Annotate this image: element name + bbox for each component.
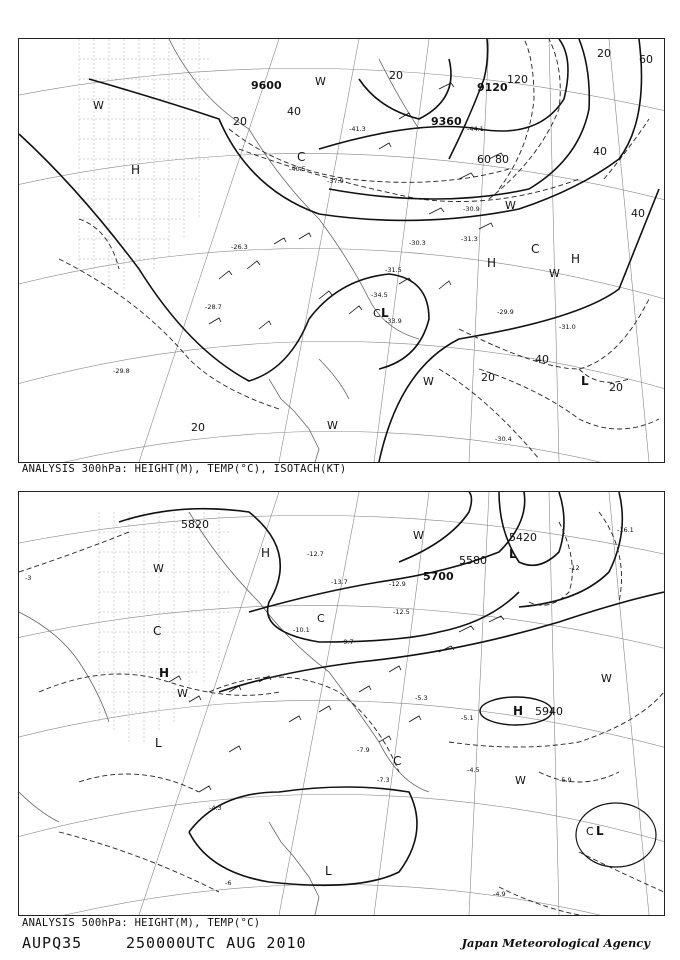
isotach-label-1: 20 <box>389 69 403 82</box>
center-h-east: H <box>513 704 524 718</box>
temp-value: -34.5 <box>371 291 388 299</box>
center-c-north: C <box>297 150 306 164</box>
lower-chart-panel <box>18 491 665 916</box>
temp-value: -5.1 <box>461 714 474 722</box>
temp-value: -41.3 <box>349 125 366 133</box>
center-w-1: W <box>153 562 164 575</box>
center-w-5: W <box>423 375 434 388</box>
center-l-east: L <box>596 824 604 838</box>
isotach-label-6: 40 <box>593 145 607 158</box>
height-label-5820: 5820 <box>181 518 209 531</box>
center-w-2: W <box>315 75 326 88</box>
isotach-label-7: 20 <box>597 47 611 60</box>
height-label-5700: 5700 <box>423 570 454 583</box>
upper-isotach-lines <box>59 39 659 459</box>
center-w-4: W <box>515 774 526 787</box>
center-w-3: W <box>601 672 612 685</box>
temp-value: -5.9 <box>559 776 572 784</box>
height-label-5420: 5420 <box>509 531 537 544</box>
temp-value: -7.9 <box>357 746 370 754</box>
center-w-3: W <box>505 199 516 212</box>
lower-graticule <box>19 492 664 915</box>
temp-value: -37.9 <box>327 177 344 185</box>
isotach-label-4: 80 <box>495 153 509 166</box>
isotach-label-13: 20 <box>609 381 623 394</box>
temp-value: -29.8 <box>113 367 130 375</box>
isotach-label-3: 60 <box>477 153 491 166</box>
center-h-mid: H <box>487 256 497 270</box>
height-label-9360: 9360 <box>431 115 462 128</box>
temp-value: -12.7 <box>307 550 324 558</box>
center-w-1: W <box>93 99 104 112</box>
temp-value: -13.7 <box>331 578 348 586</box>
temp-value: -16.1 <box>617 526 634 534</box>
temp-value: -12.9 <box>389 580 406 588</box>
isotach-label-8: 20 <box>233 115 247 128</box>
center-c-mid: C <box>393 754 402 768</box>
center-h-east: H <box>571 252 581 266</box>
lower-chart-caption: ANALYSIS 500hPa: HEIGHT(M), TEMP(°C) <box>22 917 261 929</box>
temp-value: -30.9 <box>463 205 480 213</box>
temp-value: -5.3 <box>415 694 428 702</box>
temp-value: -28.7 <box>205 303 222 311</box>
temp-value: -29.9 <box>497 308 514 316</box>
center-w-6: W <box>327 419 338 432</box>
height-label-9120: 9120 <box>477 81 508 94</box>
temp-value: -10.1 <box>293 626 310 634</box>
temp-value: -31.3 <box>461 235 478 243</box>
center-l-east: L <box>581 374 589 388</box>
upper-chart-map <box>19 39 664 462</box>
upper-chart-panel <box>18 38 665 463</box>
center-w-5: W <box>177 687 188 700</box>
height-label-9600: 9600 <box>251 79 282 92</box>
temp-value: -4.5 <box>467 766 480 774</box>
chart-code: AUPQ35 <box>22 934 83 952</box>
center-w-4: W <box>549 267 560 280</box>
center-w-2: W <box>413 529 424 542</box>
center-c-north: C <box>317 612 325 625</box>
center-l-north: L <box>509 547 517 561</box>
temp-value: -30.4 <box>495 435 512 443</box>
center-c-west: C <box>153 624 162 638</box>
temp-value: -30.3 <box>409 239 426 247</box>
lower-chart-map <box>19 492 664 915</box>
temp-value: -9.7 <box>341 638 354 646</box>
temp-value: -44.1 <box>467 125 484 133</box>
upper-chart-caption: ANALYSIS 300hPa: HEIGHT(M), TEMP(°C), ISOTACH(KT) <box>22 463 347 475</box>
center-l-mid: L <box>381 306 389 320</box>
isotach-label-9: 20 <box>481 371 495 384</box>
temp-value: -4.9 <box>493 890 506 898</box>
center-c-east: C <box>586 825 594 838</box>
temp-value: -12.5 <box>393 608 410 616</box>
temp-value: -12 <box>569 564 580 572</box>
center-h-west: H <box>131 163 141 177</box>
center-c-mid: C <box>373 307 381 320</box>
upper-height-contours <box>19 39 659 462</box>
lower-coastline <box>19 512 429 915</box>
isotach-label-10: 40 <box>535 353 549 366</box>
upper-temp-values <box>113 125 576 443</box>
height-label-5940: 5940 <box>535 705 563 718</box>
temp-value: -40.5 <box>289 165 306 173</box>
temp-value: -31.5 <box>385 266 402 274</box>
center-c-east: C <box>531 242 540 256</box>
agency-credit: Japan Meteorological Agency <box>461 936 650 950</box>
isotach-label-12: 40 <box>631 207 645 220</box>
isotach-label-14: 20 <box>191 421 205 434</box>
isotach-label-11: 60 <box>639 53 653 66</box>
lower-land-hatch <box>99 512 229 742</box>
temp-value: -3 <box>25 574 32 582</box>
isotach-label-2: 40 <box>287 105 301 118</box>
center-h-west: H <box>159 666 170 680</box>
center-h-north: H <box>261 546 271 560</box>
temp-value: -6 <box>225 879 232 887</box>
temp-value: -26.3 <box>231 243 248 251</box>
height-label-5580: 5580 <box>459 554 487 567</box>
lower-isotherm-lines <box>19 512 664 915</box>
temp-value: -7.3 <box>377 776 390 784</box>
lower-height-contours <box>119 492 664 885</box>
temp-value: -4.3 <box>209 804 222 812</box>
analysis-timestamp: 250000UTC AUG 2010 <box>126 934 307 952</box>
temp-value: -33.9 <box>385 317 402 325</box>
center-l-south: L <box>325 864 332 878</box>
temp-value: -31.0 <box>559 323 576 331</box>
isotach-label-5: 120 <box>507 73 528 86</box>
center-l-west: L <box>155 736 162 750</box>
